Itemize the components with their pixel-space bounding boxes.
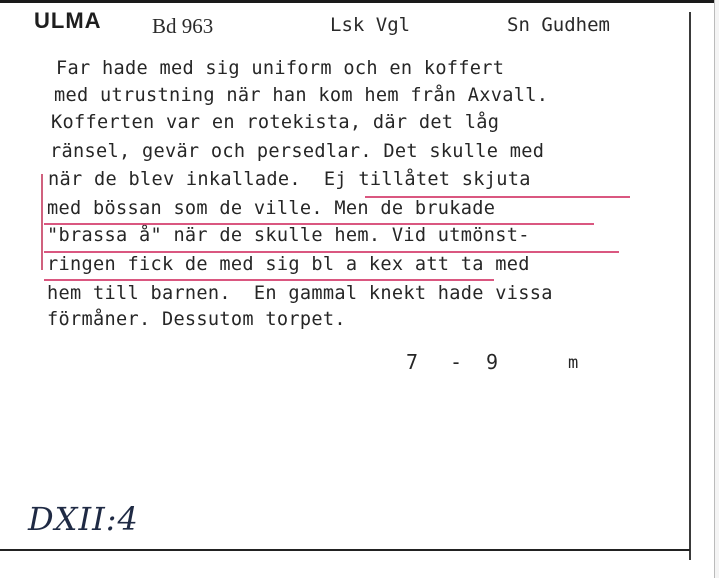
body-line: ränsel, gevär och persedlar. Det skulle med <box>50 141 545 162</box>
body-line: ringen fick de med sig bl a kex att ta med <box>47 254 530 275</box>
handwritten-signature: DXII:4 <box>28 500 139 538</box>
body-line: Kofferten var en rotekista, där det låg <box>51 112 500 133</box>
card-bottom-edge <box>0 549 690 551</box>
province-label: Lsk Vgl <box>330 14 411 36</box>
record-number: Bd 963 <box>152 14 214 38</box>
pencil-underline <box>44 223 594 225</box>
body-line: förmåner. Dessutom torpet. <box>47 309 346 330</box>
pencil-underline <box>44 279 494 281</box>
margin-marking <box>41 174 43 270</box>
body-line: hem till barnen. En gammal knekt hade vissa <box>47 283 553 304</box>
body-line: "brassa å" när de skulle hem. Vid utmönst- <box>47 225 530 246</box>
card-top-edge <box>0 0 719 3</box>
date-suffix: m <box>568 353 579 373</box>
body-line: Far hade med sig uniform och en koffert <box>56 58 505 79</box>
date-day: 7 <box>406 350 419 374</box>
card-right-edge <box>689 12 691 560</box>
scan-margin <box>714 0 719 578</box>
body-line: när de blev inkallade. Ej tillåtet skjuta <box>48 169 531 190</box>
date-dash: - <box>450 350 463 374</box>
body-line: med bössan som de ville. Men de brukade <box>47 198 496 219</box>
body-line: med utrustning när han kom hem från Axvall. <box>54 85 549 106</box>
parish-label: Sn Gudhem <box>507 14 610 36</box>
pencil-underline <box>365 196 630 198</box>
date-month: 9 <box>486 350 499 374</box>
pencil-underline <box>44 251 619 253</box>
archive-code: ULMA <box>34 8 102 33</box>
